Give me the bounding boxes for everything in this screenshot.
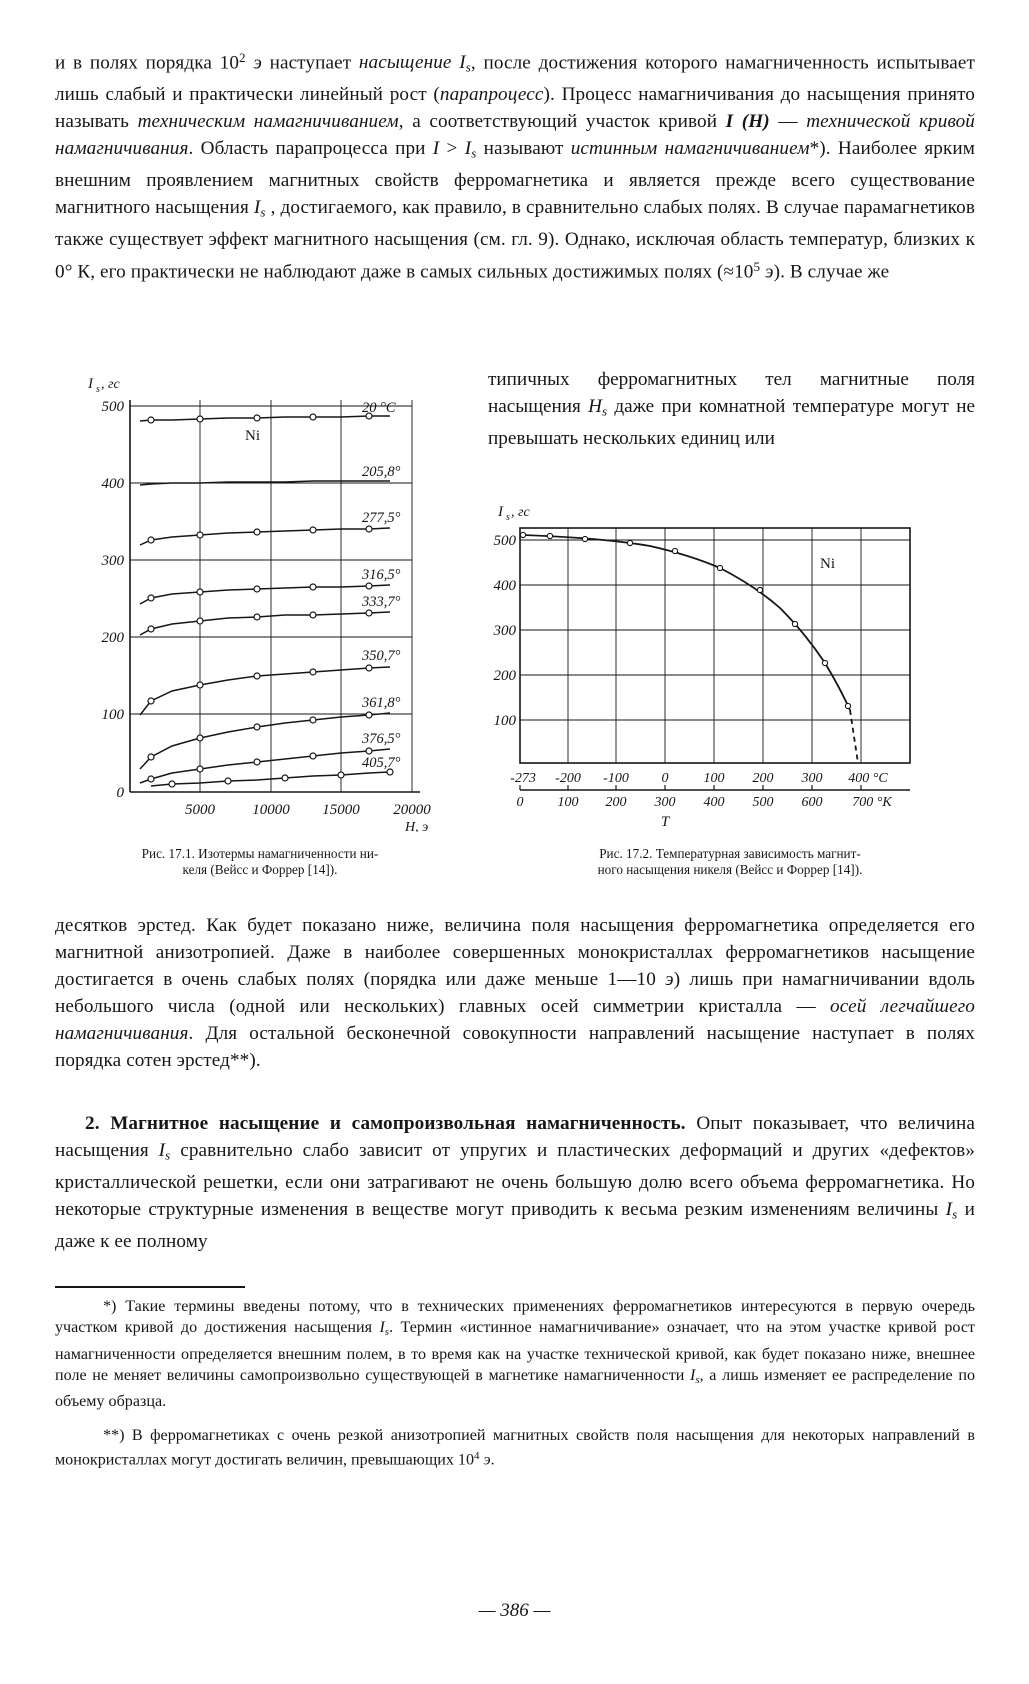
fig2-xtick-k-400: 400 (703, 795, 725, 810)
fig1-label-205: 205,8° (362, 464, 401, 480)
fig1-ytick-0: 0 (116, 785, 124, 801)
fig1-ylabel: I (88, 376, 93, 392)
paragraph-top-text: и в полях порядка $10^2$ э наступает насыщение $I_s$, после достижения которого намагниченность испытывает лишь слабый и практически линейный рост (парапроцесс). Процесс намагничивания до насыщения принято называть техническим намагничиванием, а соответствующий участок кривой I (H) — технической кривой намагничивания. Область парапроцесса при $I > I_s$ называют истинным намагничиванием*). Наиболее ярким внешним проявлением магнитных свойств ферромагнетика и является прежде всего существование магнитного насыщения $I_s$ , достигаемого, как правило, в сравнительно слабых полях. В случае парамагнетиков также существует эффект магнитного насыщения (см. гл. 9). Однако, исключая область температур, близких к 0° К, его практически не наблюдают даже в самых сильных достижимых полях ($\approx 10^5$ э). В случае же (55, 50, 976, 283)
fig1-label-361: 361,8° (362, 695, 401, 711)
fig2-xtick-k-200: 200 (605, 795, 627, 810)
footnote-second-text: **) В ферромагнетиках с очень резкой анизотропией магнитных свойств поля насыщения для некоторых направлений в монокристаллах могут достигать величин, превышающих $10^4$ э. (55, 1427, 975, 1469)
fig1-sample-label: Ni (245, 428, 260, 444)
section-heading: 2. Магнитное насыщение и самопроизвольная намагниченность. (85, 1113, 686, 1134)
fig1-xtick-20000: 20000 (393, 802, 431, 818)
fig1-curve-316 (140, 585, 390, 604)
fig2-xtick-k-500: 500 (752, 795, 774, 810)
fig2-xtick-c--200: -200 (555, 771, 581, 786)
fig1-xlabel: H, э (405, 820, 429, 832)
fig1-ytick-500: 500 (101, 399, 124, 415)
fig2-frame (520, 528, 910, 763)
fig2-xtick-c-0: 0 (661, 771, 669, 786)
fig2-sample-label: Ni (820, 556, 835, 572)
figure-17-1-caption-line2: келя (Вейсс и Форрер [14]). (182, 862, 338, 878)
fig2-xtick-c--100: -100 (603, 771, 629, 786)
paragraph-section-text: 2. Магнитное насыщение и самопроизвольная намагниченность. Опыт показывает, что величина насыщения $I_s$ сравнительно слабо зависит от упругих и пластических деформаций и других «дефектов» кристаллической решетки, если они затрагивают не очень большую долю всего объема ферромагнетика. Но некоторые структурные изменения в веществе могут приводить к весьма резким изменениям величины $I_s$ и даже к ее полному (55, 1113, 975, 1252)
fig2-xtick-c-100: 100 (703, 771, 725, 786)
fig1-curve-277 (140, 528, 390, 545)
fig2-ytick-200: 200 (493, 668, 516, 684)
fig2-ytick-100: 100 (493, 713, 516, 729)
fig2-xtick-c--273: -273 (510, 771, 536, 786)
figure-17-1-caption-line1: Рис. 17.1. Изотермы намагниченности ни- (141, 846, 379, 861)
paragraph-lower-text: десятков эрстед. Как будет показано ниже, величина поля насыщения ферромагнетика определяется его магнитной анизотропией. Даже в наиболее совершенных монокристаллах ферромагнетиков насыщение достигается в очень слабых полях (порядка или даже меньше 1—10 э) лишь при намагничивании вдоль небольшого числа (одной или нескольких) главных осей симметрии кристалла — осей легчайшего намагничивания. Для остальной бесконечной совокупности направлений насыщение наступает в полях порядка сотен эрстед**). (55, 915, 976, 1072)
fig2-ytick-300: 300 (493, 623, 516, 639)
figure-17-1 (60, 372, 480, 837)
figure-17-2-caption (500, 846, 960, 878)
fig2-ytick-400: 400 (493, 578, 516, 594)
fig2-ylabel: I (498, 504, 503, 520)
fig1-curve-405 (151, 772, 390, 786)
fig2-xtick-k-100: 100 (557, 795, 579, 810)
figure-17-2-caption-line1: Рис. 17.2. Температурная зависимость магнит- (599, 846, 861, 861)
fig1-xtick-15000: 15000 (322, 802, 360, 818)
figure-17-2-caption-line2: ного насыщения никеля (Вейсс и Форрер [14]). (597, 862, 863, 878)
fig2-xtick-c-300: 300 (801, 771, 823, 786)
fig1-xtick-10000: 10000 (252, 802, 290, 818)
paragraph-right-text: типичных ферромагнитных тел магнитные поля насыщения $H_s$ даже при комнатной температуре могут не превышать нескольких единиц или (488, 369, 975, 449)
fig1-ytick-200: 200 (101, 630, 124, 646)
fig1-ylabel-sub: s (96, 384, 100, 395)
fig1-label-333: 333,7° (362, 594, 401, 610)
fig1-ytick-300: 300 (101, 553, 124, 569)
fig2-xtick-k-700: 700 °K (852, 795, 892, 810)
fig2-ylabel-sub: s (506, 512, 510, 523)
fig2-curve-dashed-tail (850, 710, 858, 763)
fig1-label-316: 316,5° (362, 567, 401, 583)
fig1-curve-376 (140, 749, 390, 783)
paragraph-right (488, 366, 975, 452)
fig2-curve (523, 535, 850, 710)
fig2-xtick-c-400: 400 °C (848, 771, 888, 786)
fig2-ylabel-unit: , гс (511, 505, 530, 520)
fig1-ytick-400: 400 (101, 476, 124, 492)
fig2-ytick-500: 500 (493, 533, 516, 549)
fig1-ylabel-unit: , гс (101, 377, 120, 392)
fig1-curve-350 (140, 667, 390, 715)
fig1-label-350: 350,7° (362, 648, 401, 664)
footnote-first-text: *) Такие термины введены потому, что в технических применениях ферромагнетиков интересуются в первую очередь участком кривой до достижения насыщения $I_s$. Термин «истинное намагничивание» означает, что на этом участке кривой рост намагниченности определяется внешним полем, в то время как на участке технической кривой, как будет показано ниже, внешнее поле не меняет величины самопроизвольно существующей в магнетике намагниченности $I_s$, а лишь изменяет ее распределение по объему образца. (55, 1298, 975, 1411)
page-number: — 386 — (478, 1600, 551, 1621)
fig2-xtick-k-600: 600 (801, 795, 823, 810)
fig1-curve-333 (140, 612, 390, 635)
fig1-label-277: 277,5° (362, 510, 401, 526)
fig2-xtick-k-0: 0 (516, 795, 524, 810)
fig2-xlabel: T (660, 814, 670, 830)
figure-17-2 (490, 498, 960, 843)
fig2-xtick-k-300: 300 (654, 795, 676, 810)
figure-17-1-caption (60, 846, 460, 878)
footnote-first (55, 1296, 975, 1413)
fig1-ytick-100: 100 (101, 707, 124, 723)
paragraph-top (55, 44, 975, 285)
footnote-rule (55, 1286, 245, 1288)
fig1-label-376: 376,5° (362, 731, 401, 747)
paragraph-lower (55, 912, 975, 1075)
fig1-label-20c: 20 °C (362, 400, 396, 416)
fig1-xtick-5000: 5000 (185, 802, 215, 818)
footnote-second (55, 1425, 975, 1471)
figure-17-1-chart (60, 372, 480, 832)
figure-17-2-chart (490, 498, 960, 838)
fig2-xtick-c-200: 200 (752, 771, 774, 786)
paragraph-section (55, 1110, 975, 1255)
fig1-label-405: 405,7° (362, 755, 401, 771)
fig1-curve-20c (140, 416, 390, 421)
